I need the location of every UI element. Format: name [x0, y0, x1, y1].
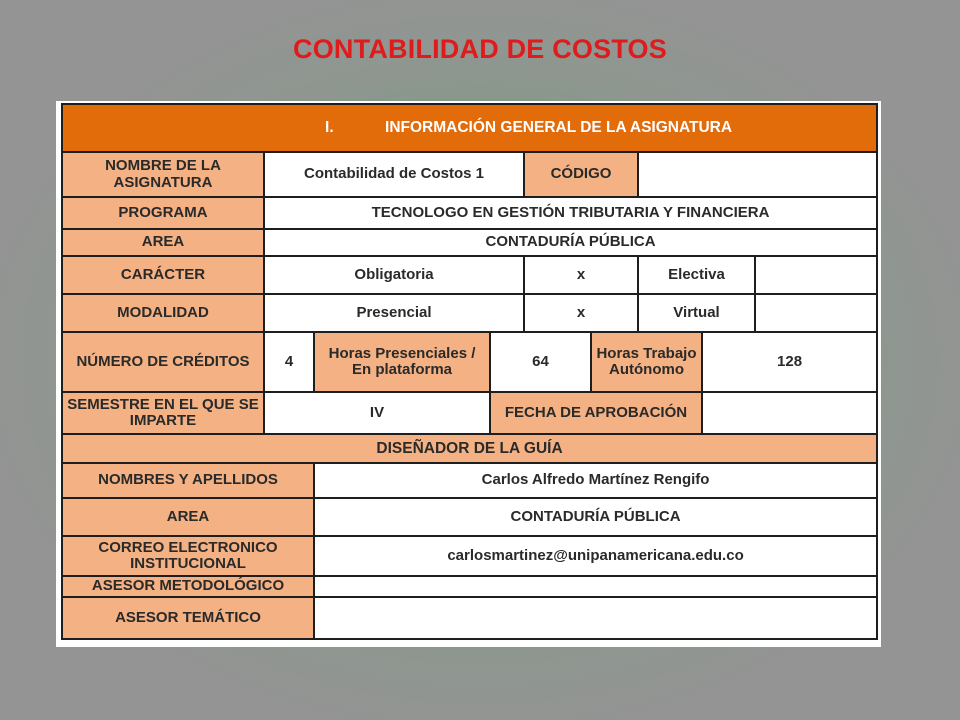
modalidad-virtual: Virtual [638, 294, 755, 332]
creditos-value: 4 [264, 332, 314, 392]
designer-area-value: CONTADURÍA PÚBLICA [314, 498, 877, 536]
modalidad-label: MODALIDAD [62, 294, 264, 332]
section-number: I. [325, 119, 334, 137]
programa-value: TECNOLOGO EN GESTIÓN TRIBUTARIA Y FINANCIERA [264, 197, 877, 229]
section-header [62, 104, 877, 152]
course-info-document [56, 101, 881, 647]
horas-presenciales-value: 64 [490, 332, 591, 392]
nombres-label: NOMBRES Y APELLIDOS [62, 463, 314, 498]
row-asesor-tematico [62, 597, 877, 639]
modalidad-presencial-mark: x [524, 294, 638, 332]
section-title: INFORMACIÓN GENERAL DE LA ASIGNATURA [385, 119, 733, 137]
area-value: CONTADURÍA PÚBLICA [264, 229, 877, 256]
caracter-obligatoria: Obligatoria [264, 256, 524, 294]
section-header-row [62, 104, 877, 152]
row-semestre [62, 392, 877, 434]
row-designer-area [62, 498, 877, 536]
codigo-value [638, 152, 877, 197]
fecha-aprobacion-label: FECHA DE APROBACIÓN [490, 392, 702, 434]
row-area [62, 229, 877, 256]
nombre-asignatura-label: NOMBRE DE LA ASIGNATURA [62, 152, 264, 197]
caracter-electiva-mark [755, 256, 877, 294]
asesor-tematico-label: ASESOR TEMÁTICO [62, 597, 314, 639]
modalidad-presencial: Presencial [264, 294, 524, 332]
nombres-value: Carlos Alfredo Martínez Rengifo [314, 463, 877, 498]
caracter-obligatoria-mark: x [524, 256, 638, 294]
correo-value: carlosmartinez@unipanamericana.edu.co [314, 536, 877, 576]
row-nombre-asignatura [62, 152, 877, 197]
row-caracter [62, 256, 877, 294]
row-creditos [62, 332, 877, 392]
nombre-asignatura-value: Contabilidad de Costos 1 [264, 152, 524, 197]
row-nombres-apellidos [62, 463, 877, 498]
modalidad-virtual-mark [755, 294, 877, 332]
row-programa [62, 197, 877, 229]
fecha-aprobacion-value [702, 392, 877, 434]
horas-presenciales-label: Horas Presenciales / En plataforma [314, 332, 490, 392]
semestre-label: SEMESTRE EN EL QUE SE IMPARTE [62, 392, 264, 434]
row-correo [62, 536, 877, 576]
course-info-table [61, 103, 878, 640]
programa-label: PROGRAMA [62, 197, 264, 229]
designer-section-row [62, 434, 877, 463]
designer-area-label: AREA [62, 498, 314, 536]
creditos-label: NÚMERO DE CRÉDITOS [62, 332, 264, 392]
area-label: AREA [62, 229, 264, 256]
asesor-metodologico-value [314, 576, 877, 597]
semestre-value: IV [264, 392, 490, 434]
asesor-metodologico-label: ASESOR METODOLÓGICO [62, 576, 314, 597]
row-modalidad [62, 294, 877, 332]
correo-label: CORREO ELECTRONICO INSTITUCIONAL [62, 536, 314, 576]
codigo-label: CÓDIGO [524, 152, 638, 197]
caracter-label: CARÁCTER [62, 256, 264, 294]
caracter-electiva: Electiva [638, 256, 755, 294]
asesor-tematico-value [314, 597, 877, 639]
designer-section-title: DISEÑADOR DE LA GUÍA [62, 434, 877, 463]
horas-autonomo-label: Horas Trabajo Autónomo [591, 332, 702, 392]
slide-title: CONTABILIDAD DE COSTOS [293, 34, 667, 64]
row-asesor-metodologico [62, 576, 877, 597]
horas-autonomo-value: 128 [702, 332, 877, 392]
